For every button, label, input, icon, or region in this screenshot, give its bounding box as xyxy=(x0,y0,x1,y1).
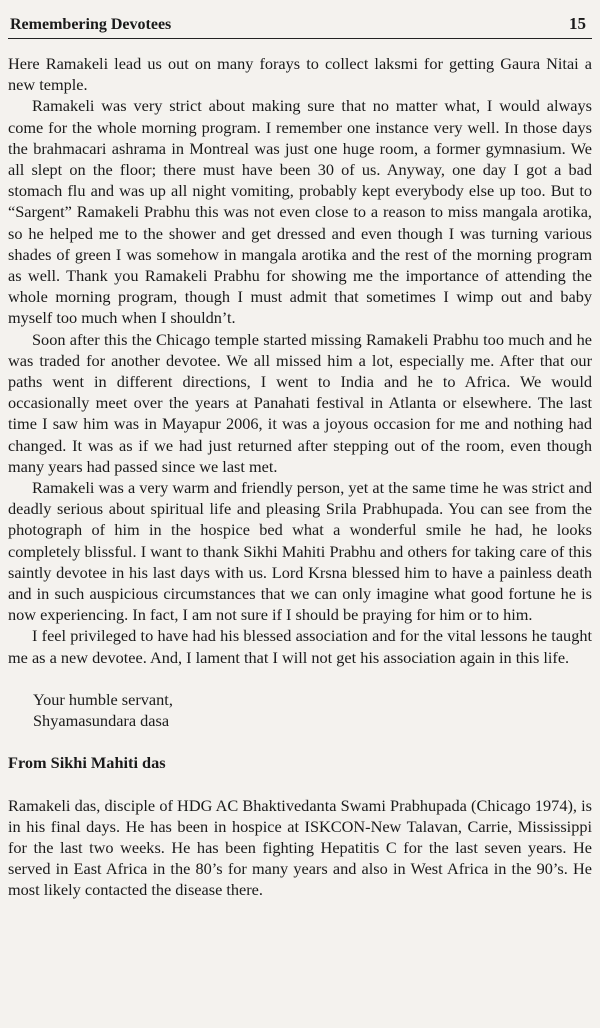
paragraph-2: Ramakeli was very strict about making sure that no matter what, I would always come for the whole morning program. I remember one instance very well. In those days the brahmacari ashrama in Montreal was just one huge room, a former gymnasium. We all slept on the floor; there must have been 30 of us. Anyway, one day I got a bad stomach flu and was up all night vomiting, probably kept everybody else up too. But to “Sargent” Ramakeli Prabhu this was not even close to a reason to miss mangala arotika, so he helped me to the shower and get dressed and even though I was turning various shades of green I was somehow in mangala arotika and the rest of the morning program as well. Thank you Ramakeli Prabhu for showing me the importance of attending the whole morning program, though I must admit that sometimes I wimp out and baby myself too much when I shouldn’t. xyxy=(8,96,592,328)
paragraph-3: Soon after this the Chicago temple started missing Ramakeli Prabhu too much and he was traded for another devotee. We all missed him a lot, especially me. After that our paths went in different directions, I went to India and he to Africa. We would occasionally meet over the years at Panahati festival in Atlanta or elsewhere. The last time I saw him was in Mayapur 2006, it was a joyous occasion for me and nothing had changed. It was as if we had just returned after stepping out of the room, even though many years had passed since we last met. xyxy=(8,329,592,476)
section-paragraph: Ramakeli das, disciple of HDG AC Bhaktivedanta Swami Prabhupada (Chicago 1974), is in his final days. He has been in hospice at ISKCON-New Talavan, Carrie, Mississippi for the last two weeks. He has been fighting Hepatitis C for the last seven years. He served in East Africa in the 80’s for many years and also in West Africa in the 90’s. He most likely contacted the disease there. xyxy=(8,795,592,900)
paragraph-5: I feel privileged to have had his blessed association and for the vital lessons he taught me as a new devotee. And, I lament that I will not get his association again in this life. xyxy=(8,626,592,667)
closing-signature: Shyamasundara dasa xyxy=(33,711,170,731)
paragraph-4: Ramakeli was a very warm and friendly person, yet at the same time he was strict and deadly serious about spiritual life and pleasing Srila Prabhupada. You can see from the photograph of him in the hospice bed what a wonderful smile he had, he looks completely blissful. I want to thank Sikhi Mahiti Prabhu and others for taking care of this saintly devotee in his last days with us. Lord Krsna blessed him to have a painless death and in such auspicious circumstances that we can only imagine what good fortune he is now experiencing. In fact, I am not sure if I should be praying for him or to him. xyxy=(8,478,592,625)
closing-salutation: Your humble servant, xyxy=(33,689,173,709)
running-title: Remembering Devotees xyxy=(10,16,172,33)
letter-closing xyxy=(33,689,592,731)
body-text xyxy=(8,53,592,901)
paragraph-1: Here Ramakeli lead us out on many forays to collect laksmi for getting Gaura Nitai a new temple. xyxy=(8,54,592,95)
page-number: 15 xyxy=(569,14,586,33)
section-heading: From Sikhi Mahiti das xyxy=(8,753,166,773)
running-header xyxy=(8,14,592,39)
